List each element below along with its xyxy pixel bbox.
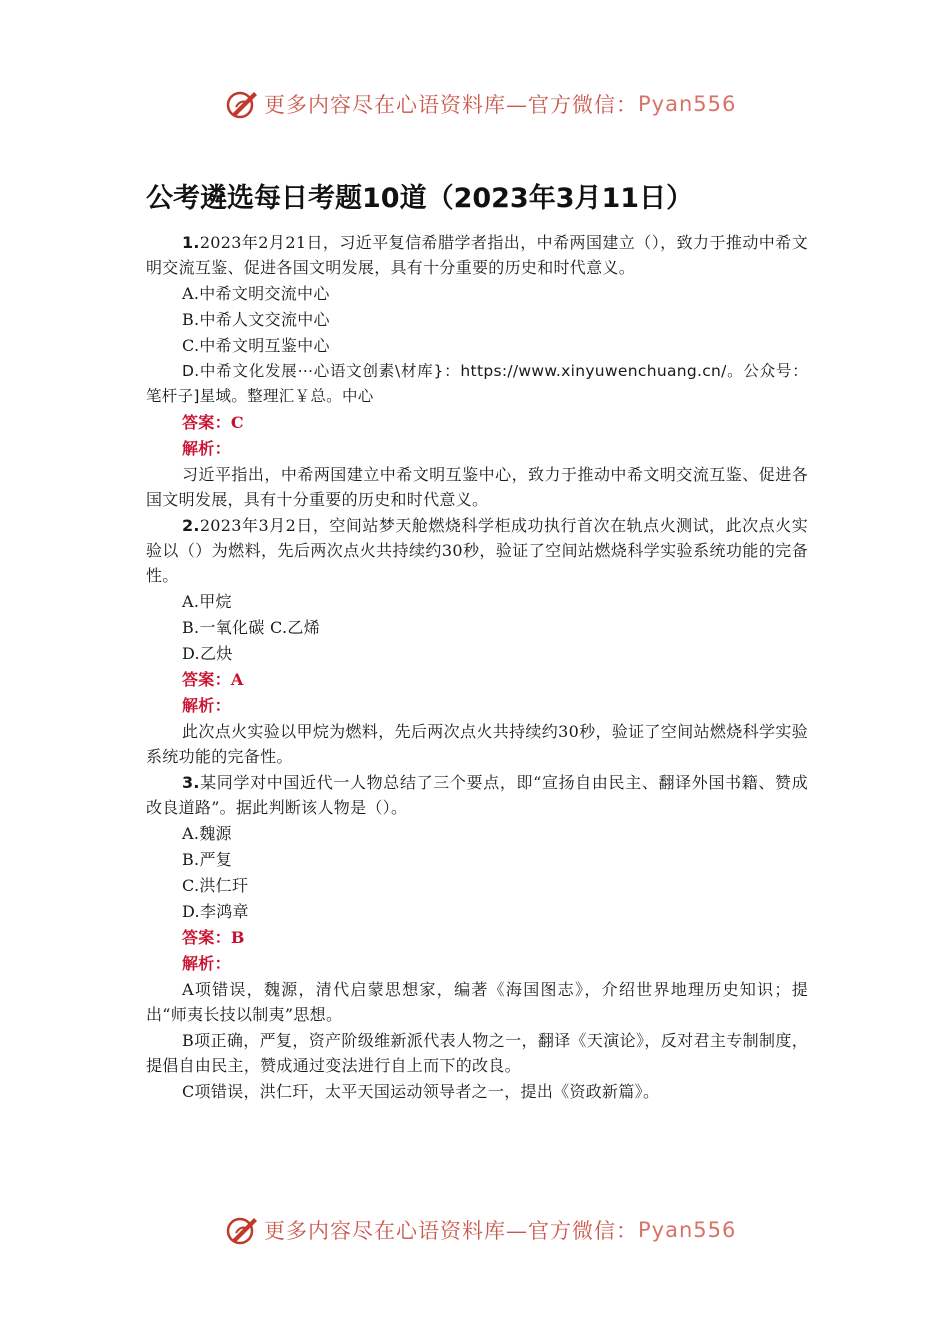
question-3-option-d: D.李鸿章 [182,902,249,921]
watermark-text: 更多内容尽在心语资料库—官方微信： [264,93,638,117]
page-title: 公考遴选每日考题10道（2023年3月11日） [146,183,694,214]
question-3-analysis-label: 解析： [182,954,231,973]
question-1-analysis-label: 解析： [182,439,231,458]
question-2-option-a: A.甲烷 [182,592,232,611]
watermark-banner-top [224,84,744,124]
question-3-option-c: C.洪仁玕 [182,876,249,895]
pen-logo-icon [224,86,260,122]
question-1-answer: 答案：C [182,413,244,432]
question-3-option-a: A.魏源 [182,824,232,843]
question-3-analysis-a: A项错误，魏源，清代启蒙思想家，编著《海国图志》，介绍世界地理历史知识；提出“师夷长技以制夷”思想。 [146,980,808,1024]
question-3-stem [146,770,808,820]
watermark-banner-bottom [224,1210,744,1250]
question-3-analysis-c: C项错误，洪仁玕，太平天国运动领导者之一，提出《资政新篇》。 [182,1082,660,1101]
question-2-text: 2023年3月2日，空间站梦天舱燃烧科学柜成功执行首次在轨点火测试，此次点火实验以（）为燃料，先后两次点火共持续约30秒，验证了空间站燃烧科学实验系统功能的完备性。 [146,516,808,585]
question-3-analysis-b: B项正确，严复，资产阶级维新派代表人物之一，翻译《天演论》，反对君主专制制度，提倡自由民主，赞成通过变法进行自上而下的改良。 [146,1031,808,1075]
question-2-number: 2. [182,516,200,535]
question-2-answer: 答案：A [182,670,244,689]
question-3-text: 某同学对中国近代一人物总结了三个要点，即“宣扬自由民主、翻译外国书籍、赞成改良道路”。据此判断该人物是（）。 [146,773,808,817]
watermark-text: 更多内容尽在心语资料库—官方微信： [264,1219,638,1243]
question-2-stem [146,513,808,588]
question-1-option-b: B.中希人文交流中心 [182,310,330,329]
question-1-option-a: A.中希文明交流中心 [182,284,330,303]
question-1-text: 2023年2月21日，习近平复信希腊学者指出，中希两国建立（），致力于推动中希文明交流互鉴、促进各国文明发展，具有十分重要的历史和时代意义。 [146,233,808,277]
question-2-option-bc: B.一氧化碳 C.乙烯 [182,618,320,637]
document-body [146,230,808,1105]
question-3-number: 3. [182,773,200,792]
question-1-analysis: 习近平指出，中希两国建立中希文明互鉴中心，致力于推动中希文明交流互鉴、促进各国文明发展，具有十分重要的历史和时代意义。 [146,465,808,509]
question-2-option-d: D.乙炔 [182,644,233,663]
question-1-option-c: C.中希文明互鉴中心 [182,336,330,355]
watermark-wechat: Pyan556 [638,1218,737,1242]
pen-logo-icon [224,1212,260,1248]
question-2-analysis: 此次点火实验以甲烷为燃料，先后两次点火共持续约30秒，验证了空间站燃烧科学实验系统功能的完备性。 [146,722,808,766]
question-1-option-d: D.中希文化发展⋯心语文创素\材库}：https://www.xinyuwenchuang.cn/。公众号：笔杆子]星域。整理汇￥总。中心 [146,362,808,405]
question-1-number: 1. [182,233,200,252]
watermark-wechat: Pyan556 [638,92,737,116]
question-2-analysis-label: 解析： [182,696,231,715]
question-3-option-b: B.严复 [182,850,233,869]
question-1-stem [146,230,808,280]
question-3-answer: 答案：B [182,928,245,947]
